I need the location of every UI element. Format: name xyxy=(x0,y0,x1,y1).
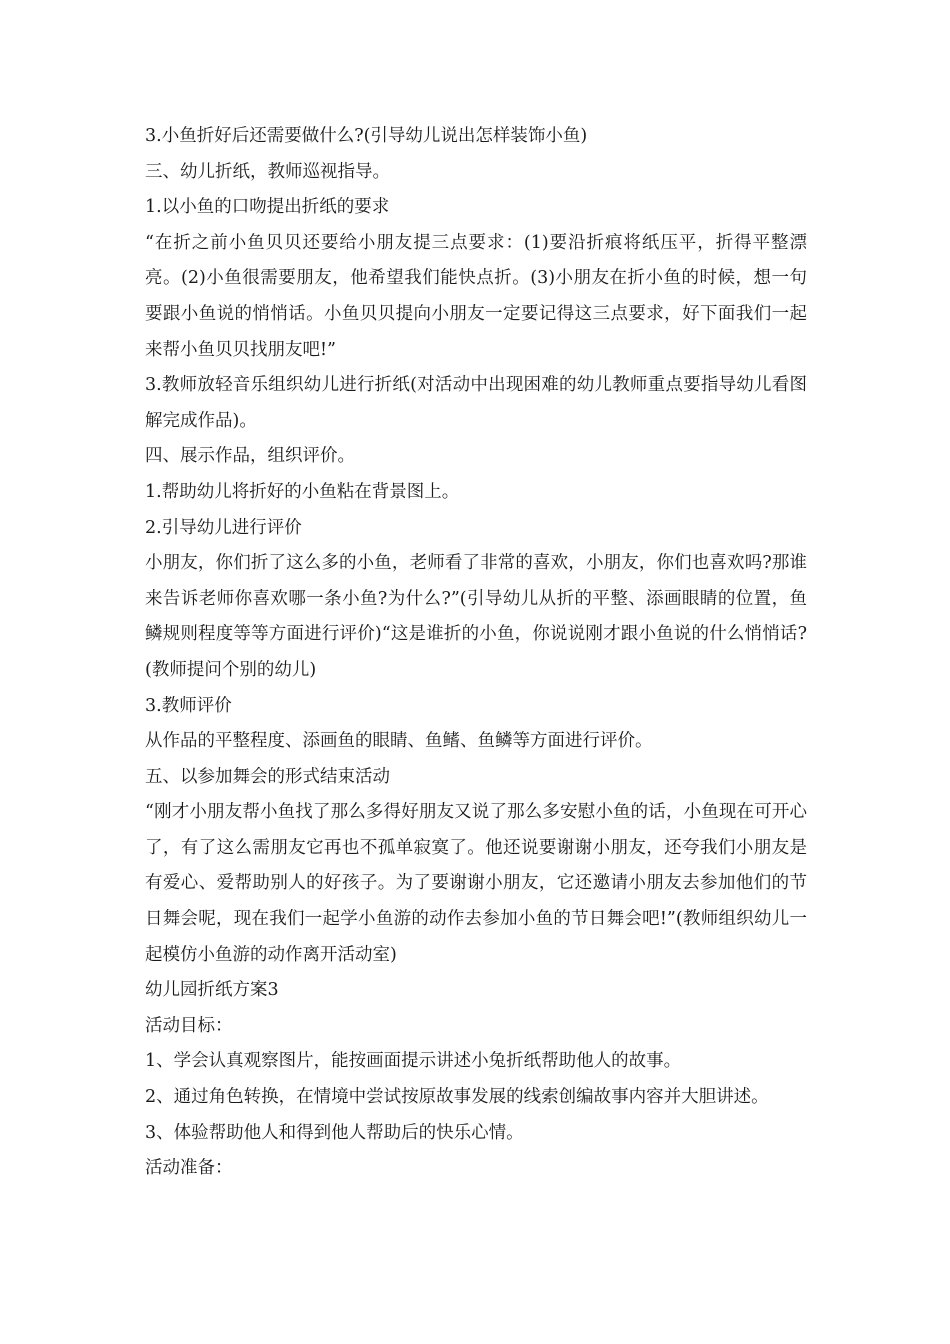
heading-section-3: 三、幼儿折纸，教师巡视指导。 xyxy=(145,161,390,182)
paragraph-evaluation-criteria: 从作品的平整程度、添画鱼的眼睛、鱼鳍、鱼鳞等方面进行评价。 xyxy=(145,731,653,752)
paragraph-step-1-requirements: 1.以小鱼的口吻提出折纸的要求 xyxy=(145,197,390,218)
paragraph-step-3-decorate: 3.小鱼折好后还需要做什么?(引导幼儿说出怎样装饰小鱼) xyxy=(145,126,588,146)
heading-section-5: 五、以参加舞会的形式结束活动 xyxy=(145,766,390,787)
paragraph-goal-2: 2、通过角色转换，在情境中尝试按原故事发展的线索创编故事内容并大胆讲述。 xyxy=(145,1087,769,1108)
paragraph-goal-1: 1、学会认真观察图片，能按画面提示讲述小兔折纸帮助他人的故事。 xyxy=(145,1051,682,1072)
paragraph-step-2-evaluate: 2.引导幼儿进行评价 xyxy=(145,517,302,538)
heading-plan-3: 幼儿园折纸方案3 xyxy=(145,980,279,1001)
paragraph-step-1-paste: 1.帮助幼儿将折好的小鱼粘在背景图上。 xyxy=(145,481,460,502)
paragraph-step-3-music: 3.教师放轻音乐组织幼儿进行折纸(对活动中出现困难的幼儿教师重点要指导幼儿看图解完成作品)。 xyxy=(145,375,807,431)
heading-activity-goals: 活动目标： xyxy=(145,1015,233,1036)
document-body xyxy=(145,119,807,1187)
heading-section-4: 四、展示作品，组织评价。 xyxy=(145,446,355,467)
paragraph-evaluation-dialogue: 小朋友，你们折了这么多的小鱼，老师看了非常的喜欢，小朋友，你们也喜欢吗?那谁来告诉老师你喜欢哪一条小鱼?为什么?”(引导幼儿从折的平整、添画眼睛的位置，鱼鳞规则程度等等方面进行评价)“这是谁折的小鱼，你说说刚才跟小鱼说的什么悄悄话?(教师提问个别的幼儿) xyxy=(145,553,807,680)
paragraph-step-3-teacher-evaluation: 3.教师评价 xyxy=(145,695,232,716)
paragraph-dance-quote: “刚才小朋友帮小鱼找了那么多得好朋友又说了那么多安慰小鱼的话，小鱼现在可开心了，有了这么需朋友它再也不孤单寂寞了。他还说要谢谢小朋友，还夸我们小朋友是有爱心、爱帮助别人的好孩子。为了要谢谢小朋友，它还邀请小朋友去参加他们的节日舞会呢，现在我们一起学小鱼游的动作去参加小鱼的节日舞会吧!”(教师组织幼儿一起模仿小鱼游的动作离开活动室) xyxy=(145,802,807,965)
heading-activity-preparation: 活动准备： xyxy=(145,1158,233,1179)
paragraph-requirements-quote: “在折之前小鱼贝贝还要给小朋友提三点要求：(1)要沿折痕将纸压平，折得平整漂亮。(2)小鱼很需要朋友，他希望我们能快点折。(3)小朋友在折小鱼的时候，想一句要跟小鱼说的悄悄话。小鱼贝贝提向小朋友一定要记得这三点要求，好下面我们一起来帮小鱼贝贝找朋友吧!” xyxy=(145,232,807,360)
paragraph-goal-3: 3、体验帮助他人和得到他人帮助后的快乐心情。 xyxy=(145,1122,524,1143)
